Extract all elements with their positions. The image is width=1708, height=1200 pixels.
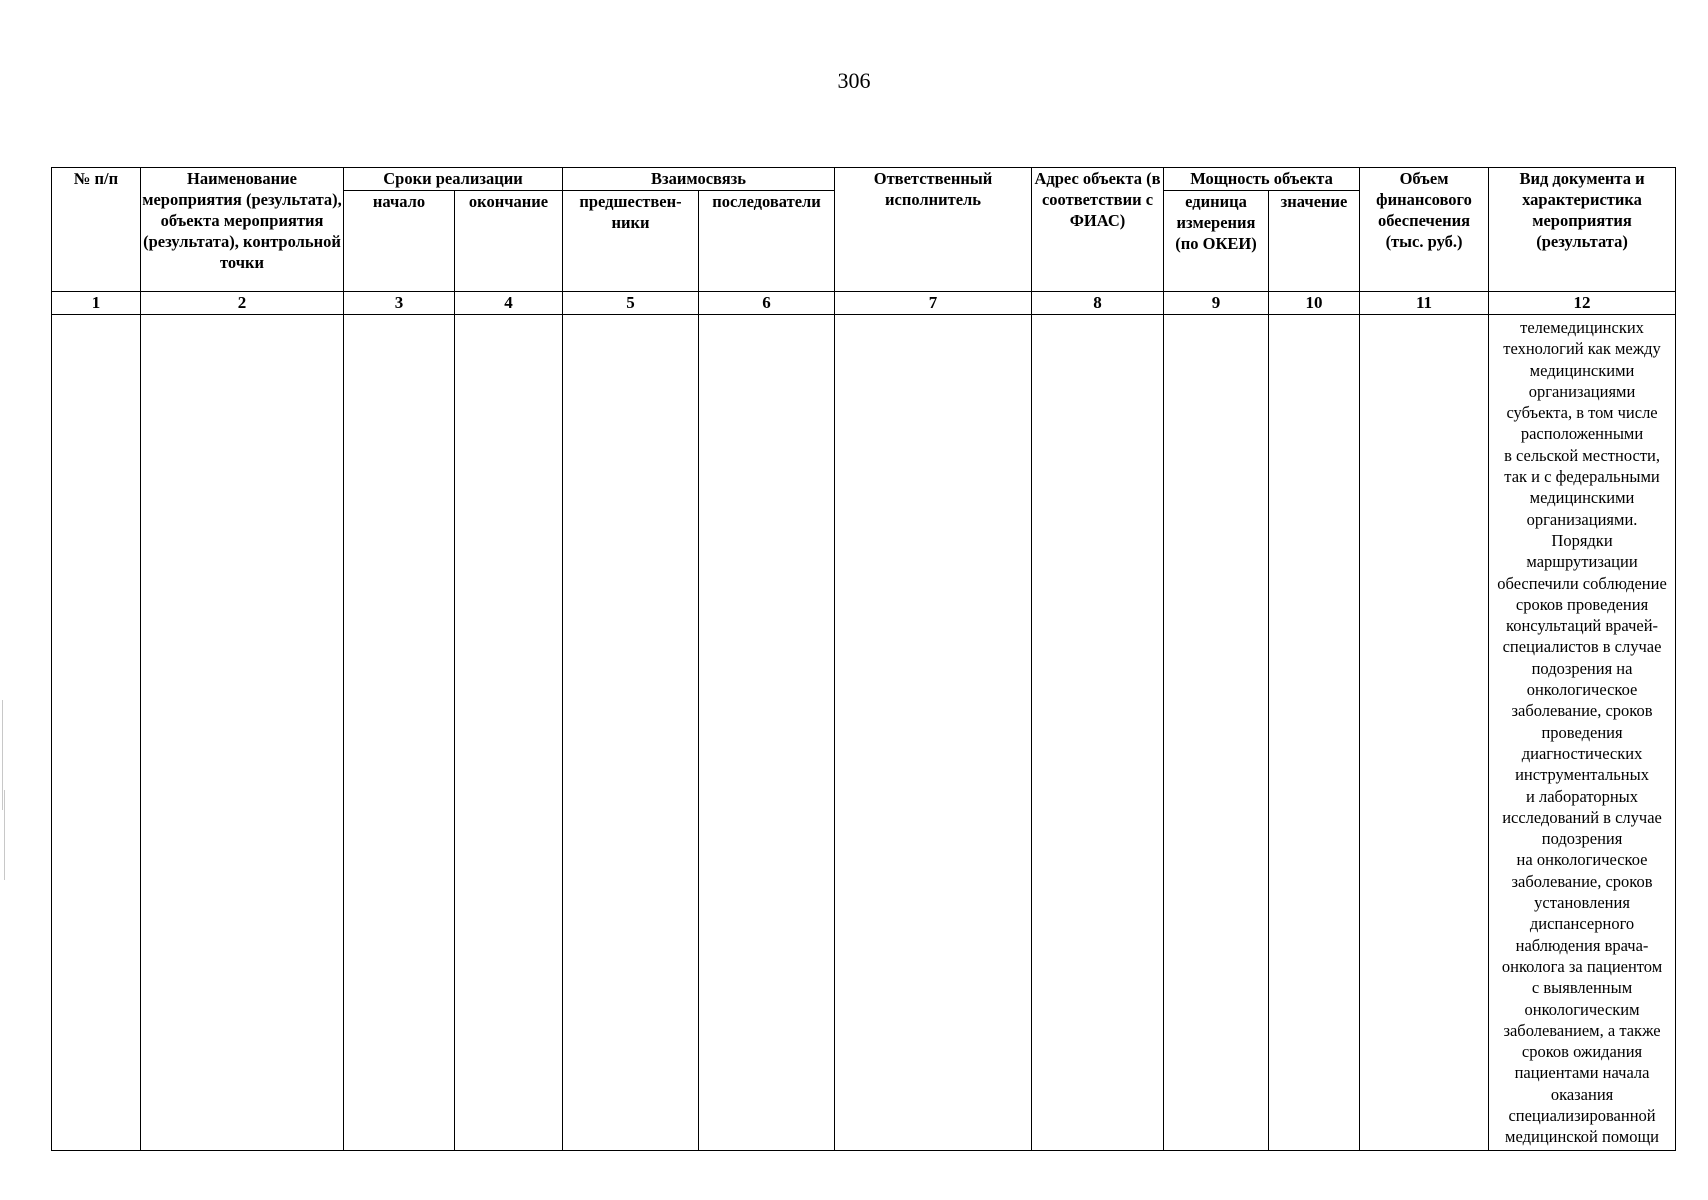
column-number: 3 xyxy=(344,292,455,315)
cell-capacity-value xyxy=(1269,315,1360,1151)
column-number: 8 xyxy=(1032,292,1164,315)
doc-type-line: подозрения xyxy=(1541,829,1623,849)
column-number-row xyxy=(52,292,1676,315)
column-number: 6 xyxy=(699,292,835,315)
doc-type-line: в сельской местности, xyxy=(1504,445,1660,465)
header-capacity-unit: единица измерения (по ОКЕИ) xyxy=(1164,191,1269,292)
header-terms-start: начало xyxy=(344,191,455,292)
column-number: 12 xyxy=(1489,292,1676,315)
doc-type-line: субъекта, в том числе xyxy=(1506,403,1658,423)
doc-type-line: и лабораторных xyxy=(1526,786,1639,806)
doc-type-line: телемедицинских xyxy=(1520,318,1644,337)
cell-doc-type xyxy=(1489,315,1676,1151)
table-row xyxy=(52,315,1676,1151)
header-capacity-value: значение xyxy=(1269,191,1360,292)
header-terms: Сроки реализации xyxy=(344,168,563,191)
doc-type-line: специализированной xyxy=(1508,1105,1656,1125)
doc-type-line: на онкологическое xyxy=(1516,850,1648,870)
page-number: 306 xyxy=(837,68,871,93)
activity-plan-table xyxy=(51,167,1676,1151)
doc-type-text xyxy=(1489,315,1675,1148)
doc-type-line: подозрения на xyxy=(1531,658,1633,678)
doc-type-line: медицинскими xyxy=(1529,488,1635,508)
column-number: 2 xyxy=(141,292,344,315)
doc-type-line: организациями. xyxy=(1526,509,1638,529)
doc-type-line: пациентами начала xyxy=(1514,1063,1650,1083)
doc-type-line: с выявленным xyxy=(1531,978,1633,998)
header-num: № п/п xyxy=(52,168,141,292)
column-number: 9 xyxy=(1164,292,1269,315)
doc-type-line: маршрутизации xyxy=(1526,552,1638,572)
doc-type-line: онкологическое xyxy=(1526,680,1638,700)
scan-edge-mark xyxy=(2,700,3,810)
doc-type-line: Порядки xyxy=(1551,530,1613,550)
doc-type-line: инструментальных xyxy=(1515,765,1649,785)
column-number: 7 xyxy=(835,292,1032,315)
header-address: Адрес объекта (в соответствии с ФИАС) xyxy=(1032,168,1164,292)
cell-link-prev xyxy=(563,315,699,1151)
doc-type-line: медицинской помощи xyxy=(1505,1127,1660,1147)
column-number: 4 xyxy=(455,292,563,315)
doc-type-line: специалистов в случае xyxy=(1502,637,1662,657)
column-number: 5 xyxy=(563,292,699,315)
doc-type-line: оказания xyxy=(1550,1084,1614,1104)
header-executor: Ответственный исполнитель xyxy=(835,168,1032,292)
doc-type-line: наблюдения врача- xyxy=(1515,935,1649,955)
column-number: 1 xyxy=(52,292,141,315)
cell-terms-start xyxy=(344,315,455,1151)
doc-type-line: заболевание, сроков xyxy=(1511,701,1653,721)
doc-type-line: консультаций врачей- xyxy=(1506,616,1659,636)
doc-type-line: диспансерного xyxy=(1529,914,1635,934)
doc-type-line: сроков проведения xyxy=(1515,594,1649,614)
header-link-prev: предшествен-ники xyxy=(563,191,699,292)
header-terms-end: окончание xyxy=(455,191,563,292)
cell-finance xyxy=(1360,315,1489,1151)
doc-type-line: заболеванием, а также xyxy=(1503,1020,1661,1040)
doc-type-line: диагностических xyxy=(1521,743,1643,763)
header-links: Взаимосвязь xyxy=(563,168,835,191)
doc-type-line: технологий как между xyxy=(1503,339,1661,359)
cell-address xyxy=(1032,315,1164,1151)
cell-terms-end xyxy=(455,315,563,1151)
doc-type-line: организациями xyxy=(1528,381,1636,401)
header-finance: Объем финансового обеспечения (тыс. руб.) xyxy=(1360,168,1489,292)
cell-capacity-unit xyxy=(1164,315,1269,1151)
column-number: 11 xyxy=(1360,292,1489,315)
cell-executor xyxy=(835,315,1032,1151)
scan-edge-mark xyxy=(4,790,5,880)
doc-type-line: исследований в случае xyxy=(1502,807,1662,827)
header-doc-type: Вид документа и характеристика мероприятия (результата) xyxy=(1489,168,1676,292)
doc-type-line: проведения xyxy=(1541,722,1623,742)
header-row xyxy=(52,168,1676,191)
column-number: 10 xyxy=(1269,292,1360,315)
doc-type-line: онкологическим xyxy=(1524,999,1640,1019)
cell-name xyxy=(141,315,344,1151)
cell-link-next xyxy=(699,315,835,1151)
doc-type-line: онколога за пациентом xyxy=(1501,956,1663,976)
doc-type-line: заболевание, сроков xyxy=(1511,871,1653,891)
header-name: Наименование мероприятия (результата), объекта мероприятия (результата), контрольной точки xyxy=(141,168,344,292)
doc-type-line: так и с федеральными xyxy=(1504,467,1660,487)
doc-type-line: медицинскими xyxy=(1529,360,1635,380)
header-capacity: Мощность объекта xyxy=(1164,168,1360,191)
cell-num xyxy=(52,315,141,1151)
doc-type-line: обеспечили соблюдение xyxy=(1497,573,1667,593)
doc-type-line: установления xyxy=(1534,893,1630,913)
doc-type-line: сроков ожидания xyxy=(1521,1042,1643,1062)
doc-type-line: расположенными xyxy=(1520,424,1644,444)
header-link-next: последователи xyxy=(699,191,835,292)
